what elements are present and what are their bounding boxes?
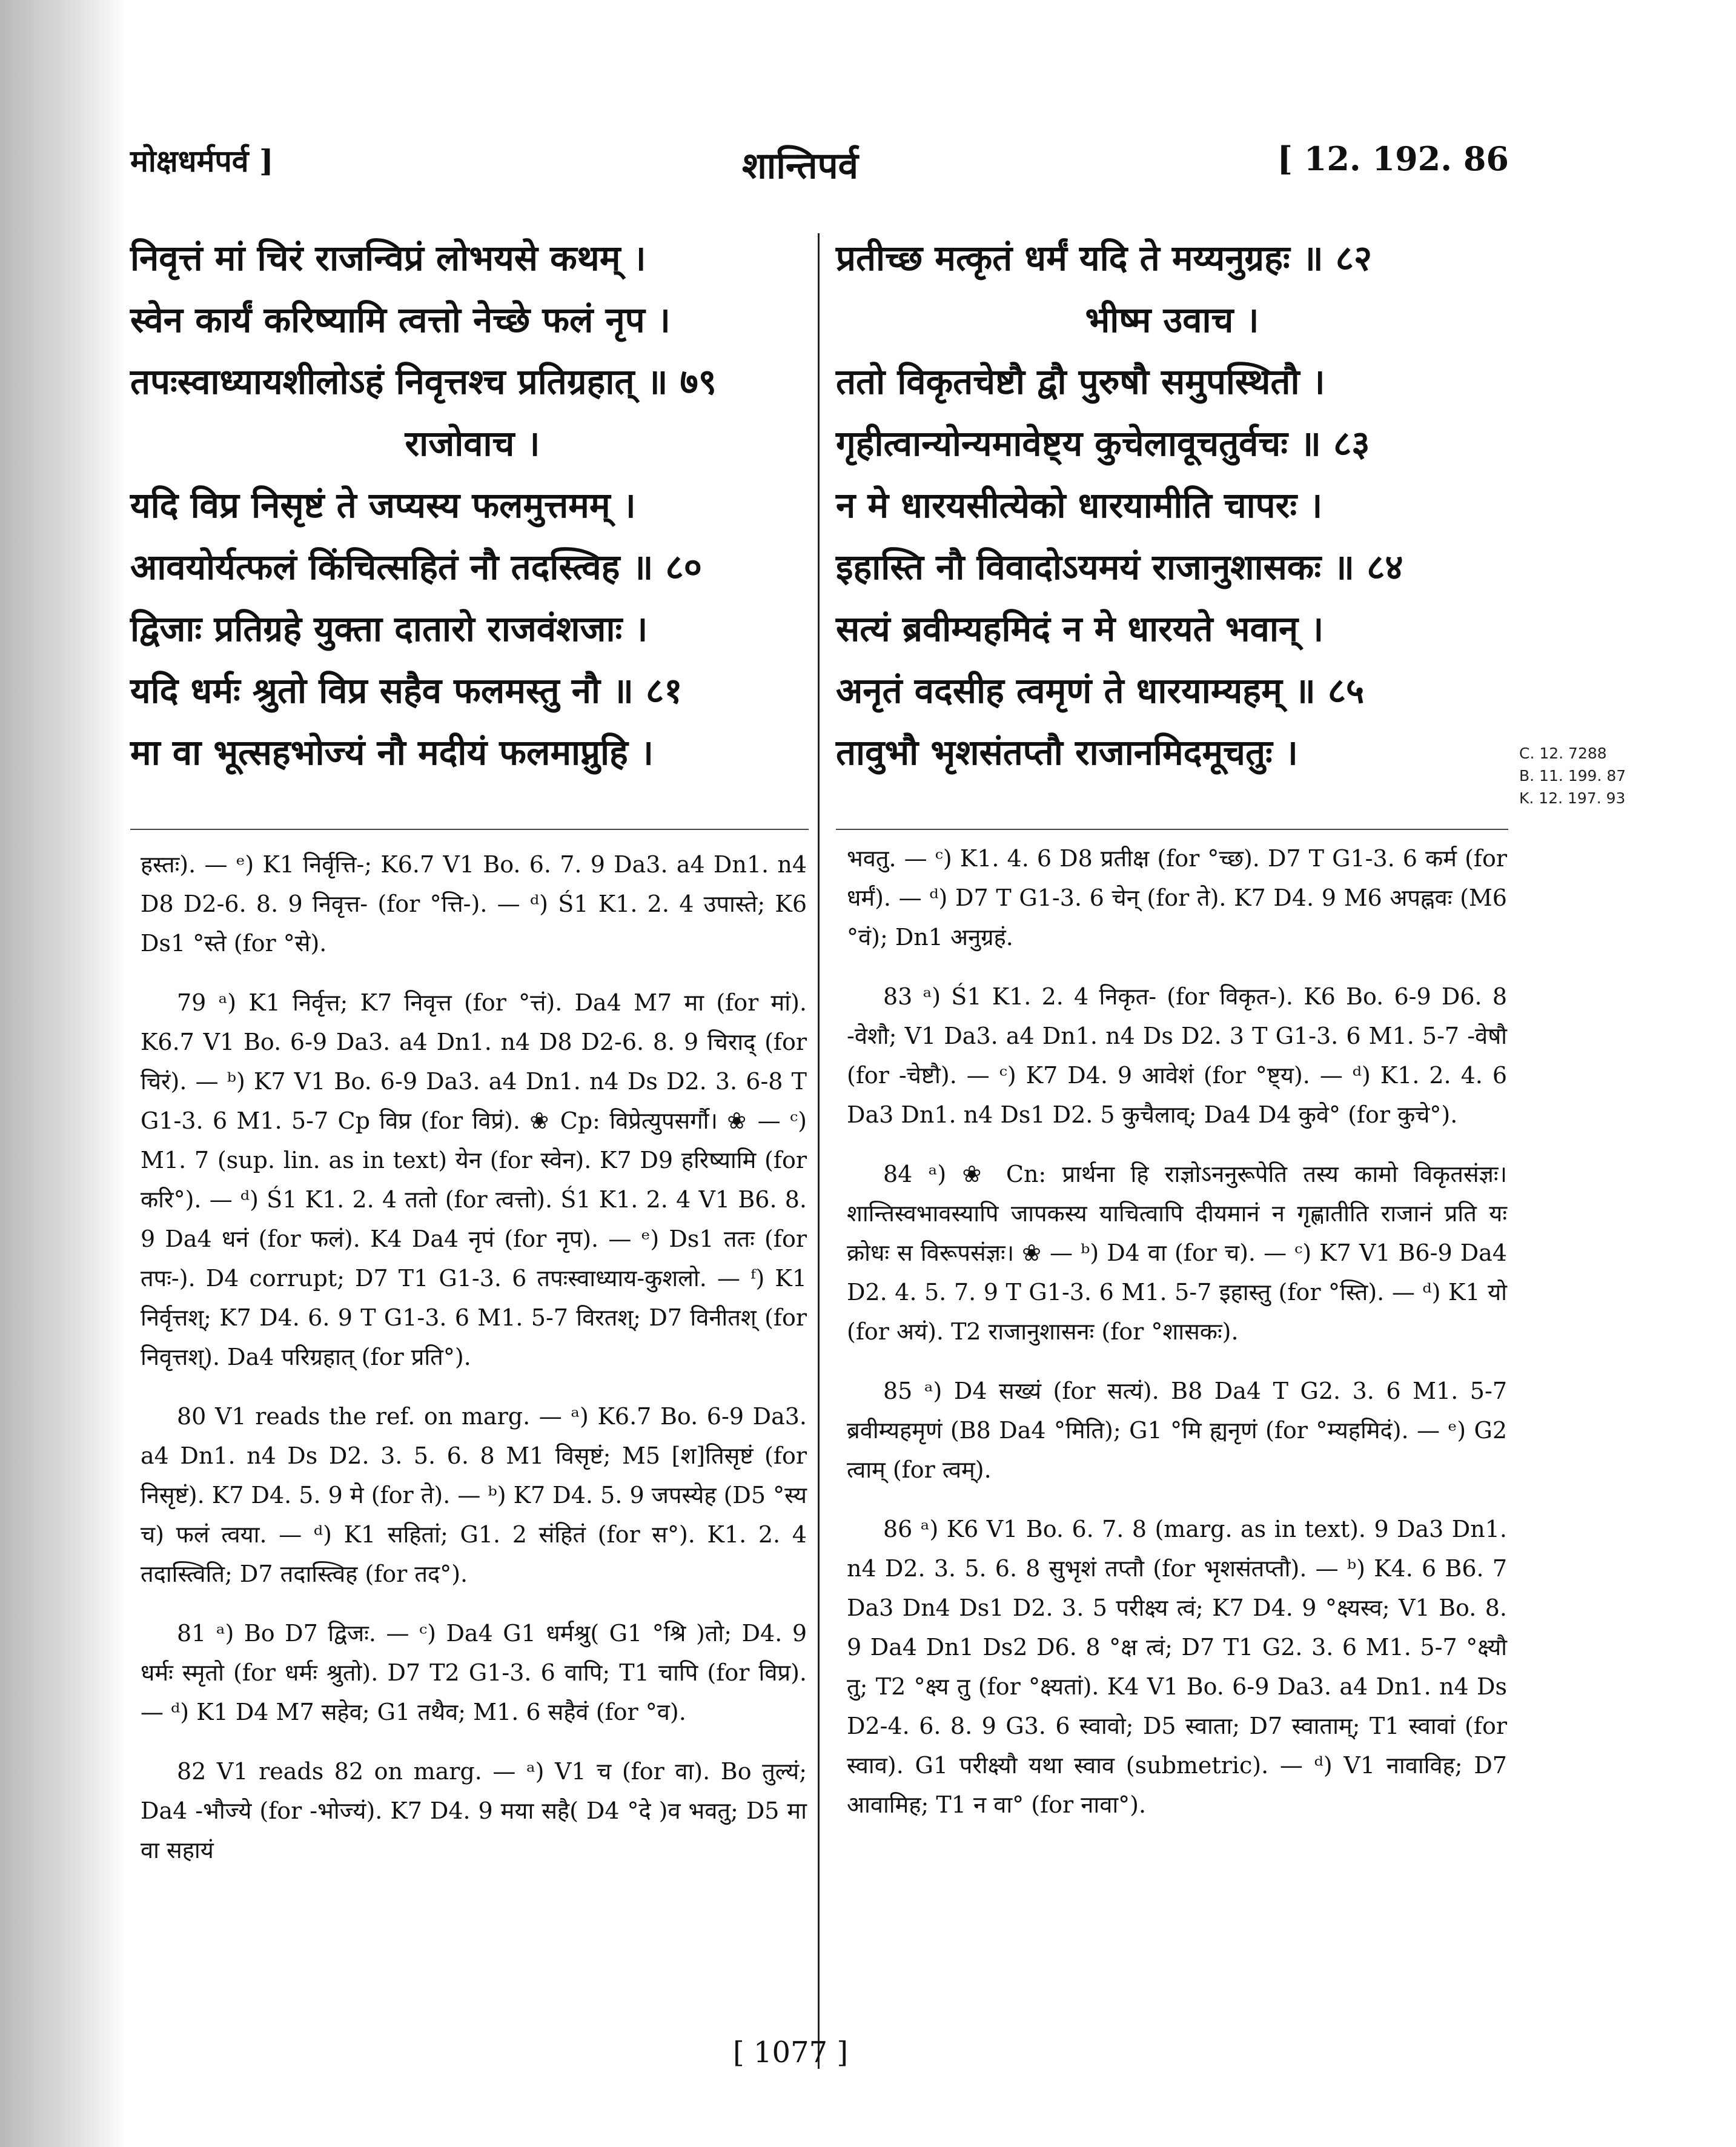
concordance-line: C. 12. 7288 <box>1519 745 1607 762</box>
verse-line: न मे धारयसीत्येको धारयामीति चापरः । <box>836 485 1323 526</box>
verse-line: निवृत्तं मां चिरं राजन्विप्रं लोभयसे कथम् । <box>130 237 646 279</box>
verse-line: अनृतं वदसीह त्वमृणं ते धारयाम्यहम् ॥ ८५ <box>836 670 1365 711</box>
verse-line: यदि धर्मः श्रुतो विप्र सहैव फलमस्तु नौ ॥ ८१ <box>130 670 683 711</box>
verse-line: आवयोर्यत्फलं किंचित्सहितं नौ तदस्त्विह ॥ ८० <box>130 546 702 588</box>
verse-line: ततो विकृतचेष्टौ द्वौ पुरुषौ समुपस्थितौ । <box>836 361 1325 402</box>
apparatus-note: भवतु. — ᶜ) K1. 4. 6 D8 प्रतीक्ष (for °च्छ). D7 T G1-3. 6 कर्म (for धर्मं). — ᵈ) D7 T G1-3. 6 चेन् (for ते). K7 D4. 9 M6 अपह्नवः (M6 °वं); Dn1 अनुग्रहं. <box>847 845 1507 951</box>
verse-line: द्विजाः प्रतिग्रहे युक्ता दातारो राजवंशजाः । <box>130 608 648 649</box>
critical-apparatus-right <box>847 839 1507 1845</box>
verse-line: यदि विप्र निसृष्टं ते जप्यस्य फलमुत्तमम् । <box>130 485 636 526</box>
verse-line: तावुभौ भृशसंतप्तौ राजानमिदमूचतुः । <box>836 732 1298 773</box>
apparatus-note: 81 ᵃ) Bo D7 द्विजः. — ᶜ) Da4 G1 धर्मश्रु( G1 °श्रि )तो; D4. 9 धर्मः स्मृतो (for धर्मः श्रुतो). D7 T2 G1-3. 6 वापि; T1 चापि (for विप्र). — ᵈ) K1 D4 M7 सहेव; G1 तथैव; M1. 6 सहैवं (for °व). <box>141 1620 807 1725</box>
verse-line: इहास्ति नौ विवादोऽयमयं राजानुशासकः ॥ ८४ <box>836 546 1403 588</box>
speaker-heading: राजोवाच । <box>405 423 540 464</box>
page-number: [ 1077 ] <box>733 2036 849 2069</box>
verse-line: गृहीत्वान्योन्यमावेष्ट्य कुचेलावूचतुर्वचः ॥ ८३ <box>836 423 1370 464</box>
apparatus-note: 83 ᵃ) Ś1 K1. 2. 4 निकृत- (for विकृत-). K6 Bo. 6-9 D6. 8 -वेशौ; V1 Da3. a4 Dn1. n4 Ds D2. 3 T G1-3. 6 M1. 5-7 -वेषौ (for -चेष्टौ). — ᶜ) K7 D4. 9 आवेशं (for °ष्ट्य). — ᵈ) K1. 2. 4. 6 Da3 Dn1. n4 Ds1 D2. 5 कुचैलाव्; Da4 D4 कुवे° (for कुचे°). <box>847 983 1507 1128</box>
critical-apparatus-left <box>141 845 807 1890</box>
concordance-line: K. 12. 197. 93 <box>1519 789 1626 807</box>
verse-line: मा वा भूत्सहभोज्यं नौ मदीयं फलमाप्नुहि । <box>130 732 654 773</box>
verse-line: स्वेन कार्यं करिष्यामि त्वत्तो नेच्छे फलं नृप । <box>130 299 671 340</box>
apparatus-note: 85 ᵃ) D4 सख्यं (for सत्यं). B8 Da4 T G2. 3. 6 M1. 5-7 ब्रवीम्यहमृणं (B8 Da4 °मिति); G1 °मि ह्यनृणं (for °म्यहमिदं). — ᵉ) G2 त्वाम् (for त्वम्). <box>847 1378 1507 1483</box>
apparatus-note: 86 ᵃ) K6 V1 Bo. 6. 7. 8 (marg. as in text). 9 Da3 Dn1. n4 D2. 3. 5. 6. 8 सुभृशं तप्तौ (for भृशसंतप्तौ). — ᵇ) K4. 6 B6. 7 Da3 Dn4 Ds1 D2. 3. 5 परीक्ष्य त्वं; K7 D4. 9 °क्ष्यस्व; V1 Bo. 8. 9 Da4 Dn1 Ds2 D6. 8 °क्ष त्वं; D7 T1 G2. 3. 6 M1. 5-7 °क्ष्यौ तु; T2 °क्ष्य तु (for °क्ष्यतां). K4 V1 Bo. 6-9 Da3. a4 Dn1. n4 Ds D2-4. 6. 8. 9 G3. 6 स्वावो; D5 स्वाता; D7 स्वाताम्; T1 स्वावां (for स्वाव). G1 परीक्ष्यौ यथा स्वाव (submetric). — ᵈ) V1 नावाविह; D7 आवामिह; T1 न वा° (for नावा°). <box>847 1516 1507 1818</box>
running-head-left: मोक्षधर्मपर्व ] <box>130 143 274 179</box>
apparatus-note: 79 ᵃ) K1 निर्वृत्त; K7 निवृत्त (for °त्तं). Da4 M7 मा (for मां). K6.7 V1 Bo. 6-9 Da3. a4 Dn1. n4 D8 D2-6. 8. 9 चिराद् (for चिरं). — ᵇ) K7 V1 Bo. 6-9 Da3. a4 Dn1. n4 Ds D2. 3. 6-8 T G1-3. 6 M1. 5-7 Cp विप्र (for विप्रं). ❀ Cp: विप्रेत्युपसर्गौ। ❀ — ᶜ) M1. 7 (sup. lin. as in text) येन (for स्वेन). K7 D9 हरिष्यामि (for करि°). — ᵈ) Ś1 K1. 2. 4 ततो (for त्वत्तो). Ś1 K1. 2. 4 V1 B6. 8. 9 Da4 धनं (for फलं). K4 Da4 नृपं (for नृप). — ᵉ) Ds1 ततः (for तपः-). D4 corrupt; D7 T1 G1-3. 6 तपःस्वाध्याय-कुशलो. — ᶠ) K1 निर्वृत्तश्; K7 D4. 6. 9 T G1-3. 6 M1. 5-7 विरतश्; D7 विनीतश् (for निवृत्तश्). Da4 परिग्रहात् (for प्रति°). <box>141 989 807 1370</box>
apparatus-note: हस्तः). — ᵉ) K1 निर्वृत्ति-; K6.7 V1 Bo. 6. 7. 9 Da3. a4 Dn1. n4 D8 D2-6. 8. 9 निवृत्त- (for °त्ति-). — ᵈ) Ś1 K1. 2. 4 उपास्ते; K6 Ds1 °स्ते (for °से). <box>141 851 807 957</box>
apparatus-note: 82 V1 reads 82 on marg. — ᵃ) V1 च (for वा). Bo तुल्यं; Da4 -भौज्ये (for -भोज्यं). K7 D4. 9 मया सहै( D4 °दे )व भवतु; D5 मा वा सहायं <box>141 1758 807 1863</box>
verse-column-right <box>836 227 1508 783</box>
column-divider <box>818 233 820 2069</box>
verse-line: तपःस्वाध्यायशीलोऽहं निवृत्तश्च प्रतिग्रहात् ॥ ७९ <box>130 361 717 402</box>
notes-separator-left <box>130 829 809 830</box>
verse-line: प्रतीच्छ मत्कृतं धर्मं यदि ते मय्यनुग्रहः ॥ ८२ <box>836 237 1373 279</box>
apparatus-note: 84 ᵃ) ❀ Cn: प्रार्थना हि राज्ञोऽननुरूपेति तस्य कामो विकृतसंज्ञः। शान्तिस्वभावस्यापि जापकस्य याचित्वापि दीयमानं न गृह्णातीति राजानं प्रति यः क्रोधः स विरूपसंज्ञः। ❀ — ᵇ) D4 वा (for च). — ᶜ) K7 V1 B6-9 Da4 D2. 4. 5. 7. 9 T G1-3. 6 M1. 5-7 इहास्तु (for °स्ति). — ᵈ) K1 यो (for अयं). T2 राजानुशासनः (for °शासकः). <box>847 1161 1507 1345</box>
running-head-title: शान्तिपर्व <box>742 145 858 187</box>
running-head-reference: [ 12. 192. 86 <box>1277 139 1509 178</box>
speaker-heading: भीष्म उवाच । <box>1085 299 1259 340</box>
notes-separator-right <box>836 829 1508 830</box>
verse-column-left <box>130 227 815 783</box>
apparatus-note: 80 V1 reads the ref. on marg. — ᵃ) K6.7 Bo. 6-9 Da3. a4 Dn1. n4 Ds D2. 3. 5. 6. 8 M1 विसृष्टं; M5 [श]तिसृष्टं (for निसृष्टं). K7 D4. 5. 9 मे (for ते). — ᵇ) K7 D4. 5. 9 जपस्येह (D5 °स्य च) फलं त्वया. — ᵈ) K1 सहितां; G1. 2 संहितं (for स°). K1. 2. 4 तदास्त्विति; D7 तदास्त्विह (for तद°). <box>141 1403 807 1587</box>
verse-line: सत्यं ब्रवीम्यहमिदं न मे धारयते भवान् । <box>836 608 1324 649</box>
concordance-line: B. 11. 199. 87 <box>1519 767 1626 785</box>
concordance-references <box>1519 742 1626 809</box>
